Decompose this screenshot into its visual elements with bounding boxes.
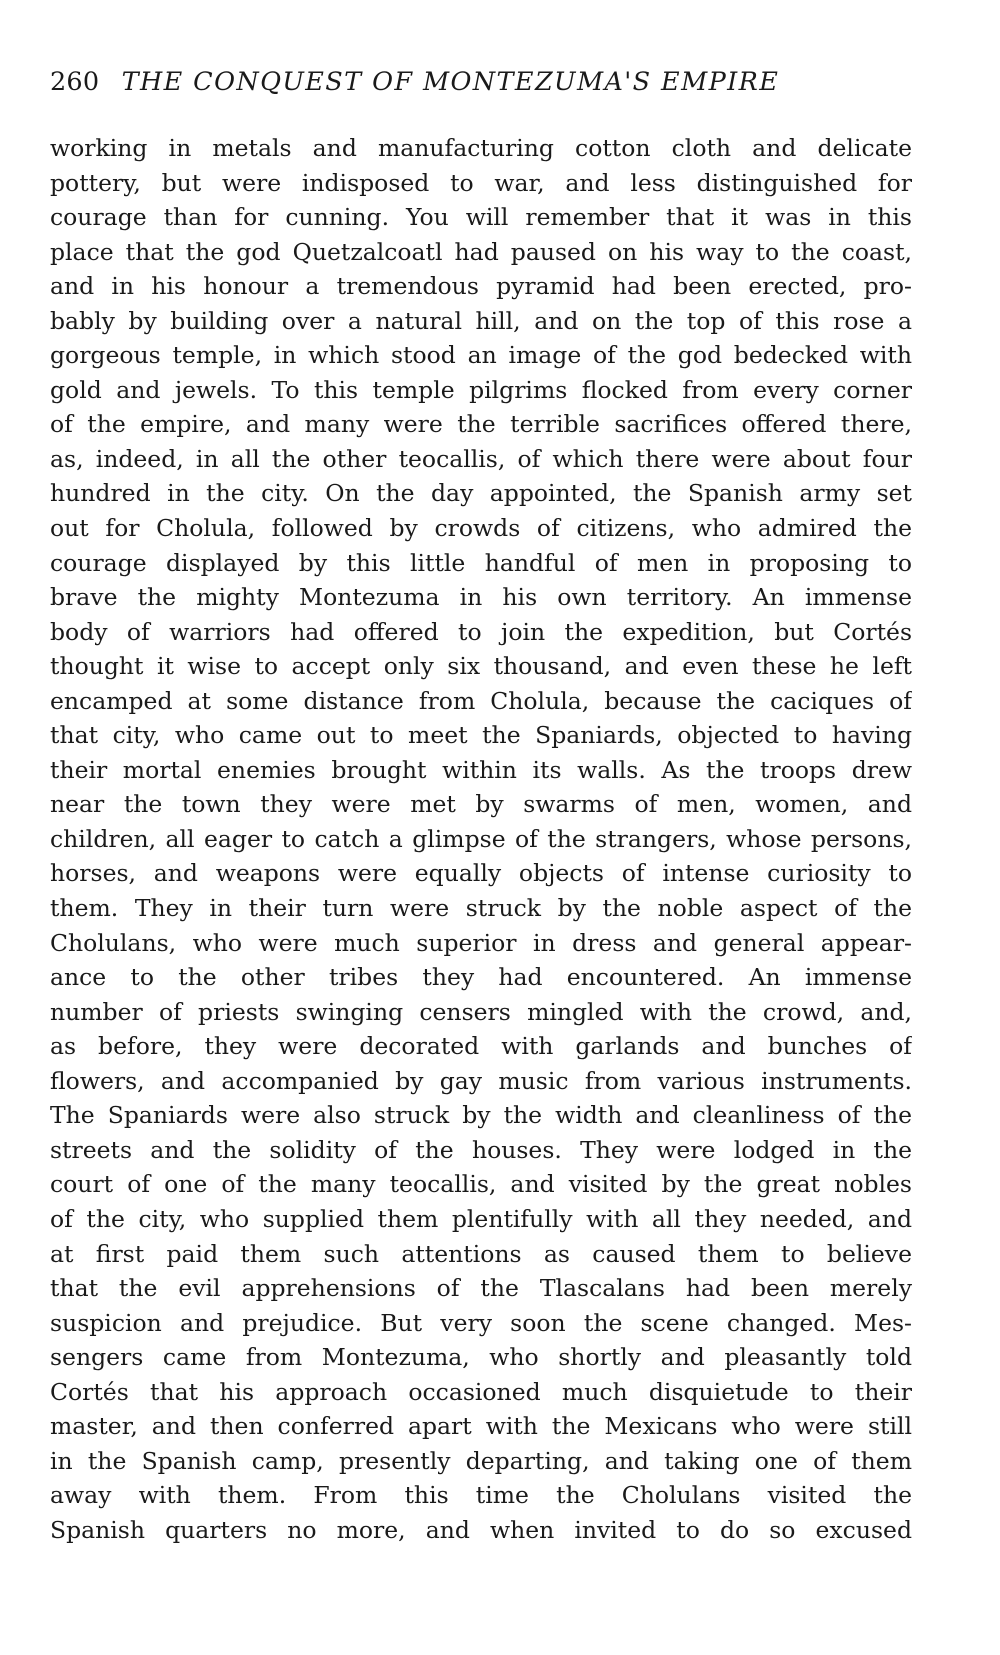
text-line: body of warriors had offered to join the expedition, but Cortés xyxy=(50,617,912,646)
text-line: that the evil apprehensions of the Tlascalans had been merely xyxy=(50,1274,912,1303)
text-line: encamped at some distance from Cholula, because the caciques of xyxy=(50,686,912,715)
text-line: Cholulans, who were much superior in dress and general appear- xyxy=(50,928,912,957)
text-line: courage than for cunning. You will remember that it was in this xyxy=(50,203,912,232)
text-line: bably by building over a natural hill, and on the top of this rose a xyxy=(50,306,912,335)
text-line: Cortés that his approach occasioned much disquietude to their xyxy=(50,1377,912,1406)
text-line: at first paid them such attentions as caused them to believe xyxy=(50,1239,912,1268)
text-line: of the city, who supplied them plentifully with all they needed, and xyxy=(50,1204,912,1233)
text-line: away with them. From this time the Cholulans visited the xyxy=(50,1481,912,1510)
text-line: children, all eager to catch a glimpse of the strangers, whose persons, xyxy=(50,824,912,853)
text-line: pottery, but were indisposed to war, and less distinguished for xyxy=(50,168,912,197)
text-line: ance to the other tribes they had encountered. An immense xyxy=(50,963,912,992)
text-line: as before, they were decorated with garlands and bunches of xyxy=(50,1032,912,1061)
text-line: hundred in the city. On the day appointed, the Spanish army set xyxy=(50,479,912,508)
text-line: out for Cholula, followed by crowds of citizens, who admired the xyxy=(50,514,912,543)
text-line: them. They in their turn were struck by the noble aspect of the xyxy=(50,894,912,923)
text-line: working in metals and manufacturing cotton cloth and delicate xyxy=(50,134,912,162)
text-line: court of one of the many teocallis, and visited by the great nobles xyxy=(50,1170,912,1199)
text-line: number of priests swinging censers mingled with the crowd, and, xyxy=(50,997,912,1026)
text-line: horses, and weapons were equally objects of intense curiosity to xyxy=(50,859,912,888)
text-line: sengers came from Montezuma, who shortly and pleasantly told xyxy=(50,1343,912,1372)
text-line: suspicion and prejudice. But very soon the scene changed. Mes- xyxy=(50,1308,912,1337)
text-line: thought it wise to accept only six thousand, and even these he left xyxy=(50,652,912,681)
text-line: courage displayed by this little handful of men in proposing to xyxy=(50,548,912,577)
text-line: gold and jewels. To this temple pilgrims flocked from every corner xyxy=(50,375,912,404)
text-line: their mortal enemies brought within its walls. As the troops drew xyxy=(50,755,912,784)
text-line: Spanish quarters no more, and when invited to do so excused xyxy=(50,1515,912,1544)
text-line: place that the god Quetzalcoatl had paused on his way to the coast, xyxy=(50,237,912,266)
body-paragraph xyxy=(50,131,912,1547)
text-line: flowers, and accompanied by gay music from various instruments. xyxy=(50,1066,912,1095)
text-line: and in his honour a tremendous pyramid had been erected, pro- xyxy=(50,272,912,301)
text-line: The Spaniards were also struck by the width and cleanliness of the xyxy=(50,1101,912,1130)
text-line: streets and the solidity of the houses. They were lodged in the xyxy=(50,1135,912,1164)
text-line: master, and then conferred apart with the Mexicans who were still xyxy=(50,1412,912,1441)
text-line: near the town they were met by swarms of men, women, and xyxy=(50,790,912,819)
text-line: as, indeed, in all the other teocallis, of which there were about four xyxy=(50,444,912,473)
text-line: in the Spanish camp, presently departing, and taking one of them xyxy=(50,1446,912,1475)
page-number: 260 xyxy=(50,67,100,97)
running-title: THE CONQUEST OF MONTEZUMA'S EMPIRE xyxy=(121,67,780,97)
text-line: gorgeous temple, in which stood an image of the god bedecked with xyxy=(50,341,912,370)
text-line: of the empire, and many were the terrible sacrifices offered there, xyxy=(50,410,912,439)
text-line: that city, who came out to meet the Spaniards, objected to having xyxy=(50,721,912,750)
text-line: brave the mighty Montezuma in his own territory. An immense xyxy=(50,583,912,612)
running-head xyxy=(50,62,930,102)
